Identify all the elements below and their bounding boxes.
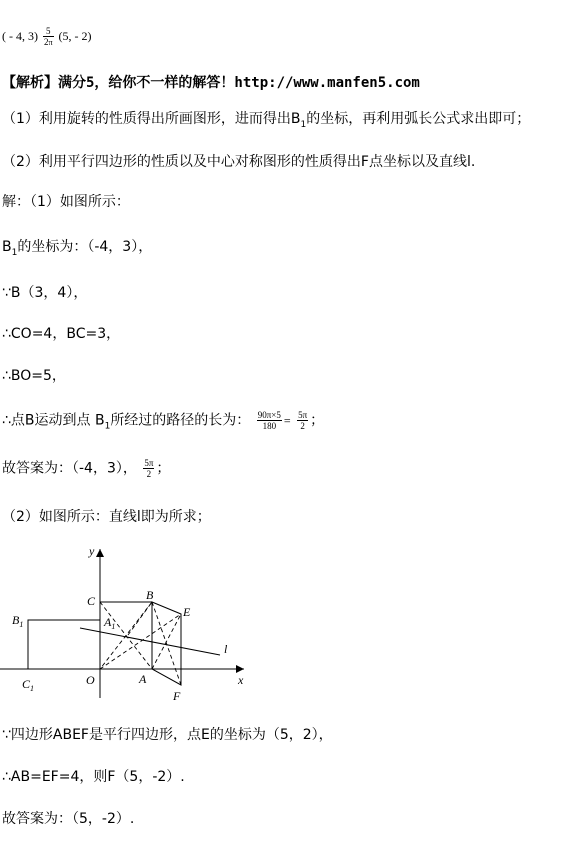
label-e: E (183, 605, 191, 619)
coordinate-figure (0, 543, 260, 703)
path-length-line: ∴点B运动到点 $B_1$所经过的路径的长为： $\frac{90\pi\times 5}{180}$ = $\frac{5\pi}{2}$ ； (2, 410, 325, 432)
line-l (80, 628, 220, 655)
answer-2-line: 故答案为：（5，-2）. (2, 811, 135, 827)
answer-header (2, 26, 92, 48)
y-axis-arrow (96, 549, 104, 557)
answer-1-fraction: $\frac{5\pi}{2}$ (144, 458, 154, 479)
rotated-rectangle (28, 620, 100, 669)
label-c1: $C_1$ (22, 677, 35, 693)
answer-part2: (5, - 2) (58, 28, 92, 43)
solution-intro: 解：（1）如图所示： (2, 194, 130, 210)
hint-1: （1）利用旋转的性质得出所画图形，进而得出$B_1$的坐标，再利用弧长公式求出即可； (2, 111, 531, 130)
answer-part1: ( - 4, 3) (2, 28, 38, 43)
analysis-banner: 【解析】满分5，给你不一样的解答！http://www.manfen5.com (2, 75, 420, 91)
label-x: x (238, 673, 244, 687)
b1-coordinate: $B_1$的坐标为：（-4，3）， (2, 239, 153, 258)
answer-fraction-num: 5 (43, 26, 54, 37)
co-bc-line: ∴CO=4，BC=3， (2, 326, 121, 342)
label-l: l (224, 642, 228, 656)
answer-fraction (43, 26, 54, 48)
parallelogram-line: ∵四边形ABEF是平行四边形，点E的坐标为（5，2）， (2, 727, 333, 743)
part-2-intro: （2）如图所示：直线l即为所求； (2, 509, 211, 525)
label-a1: $A_1$ (104, 615, 116, 631)
label-b: B (146, 588, 154, 602)
hint-2-num: （2） (2, 154, 39, 170)
ab-ef-line: ∴AB=EF=4，则F（5，-2）. (2, 769, 185, 785)
hint-1-num: （1） (2, 111, 39, 127)
b-coordinate: ∵B（3，4）， (2, 285, 88, 301)
bo-line: ∴BO=5， (2, 368, 66, 384)
path-fraction-2: $\frac{5\pi}{2}$ (298, 410, 308, 431)
path-fraction-1: $\frac{90\pi\times 5}{180}$ (257, 410, 281, 431)
label-c: C (87, 594, 96, 608)
hint-2: （2）利用平行四边形的性质以及中心对称图形的性质得出F点坐标以及直线l. (2, 154, 476, 170)
label-o: O (86, 673, 95, 687)
label-a: A (139, 672, 147, 686)
answer-1-line: 故答案为：（-4，3）， $\frac{5\pi}{2}$ ； (2, 458, 171, 479)
x-axis-arrow (236, 665, 244, 673)
label-y: y (89, 544, 95, 558)
label-f: F (173, 689, 181, 703)
answer-fraction-den: 2π (44, 37, 53, 47)
label-b1: $B_1$ (12, 613, 24, 629)
